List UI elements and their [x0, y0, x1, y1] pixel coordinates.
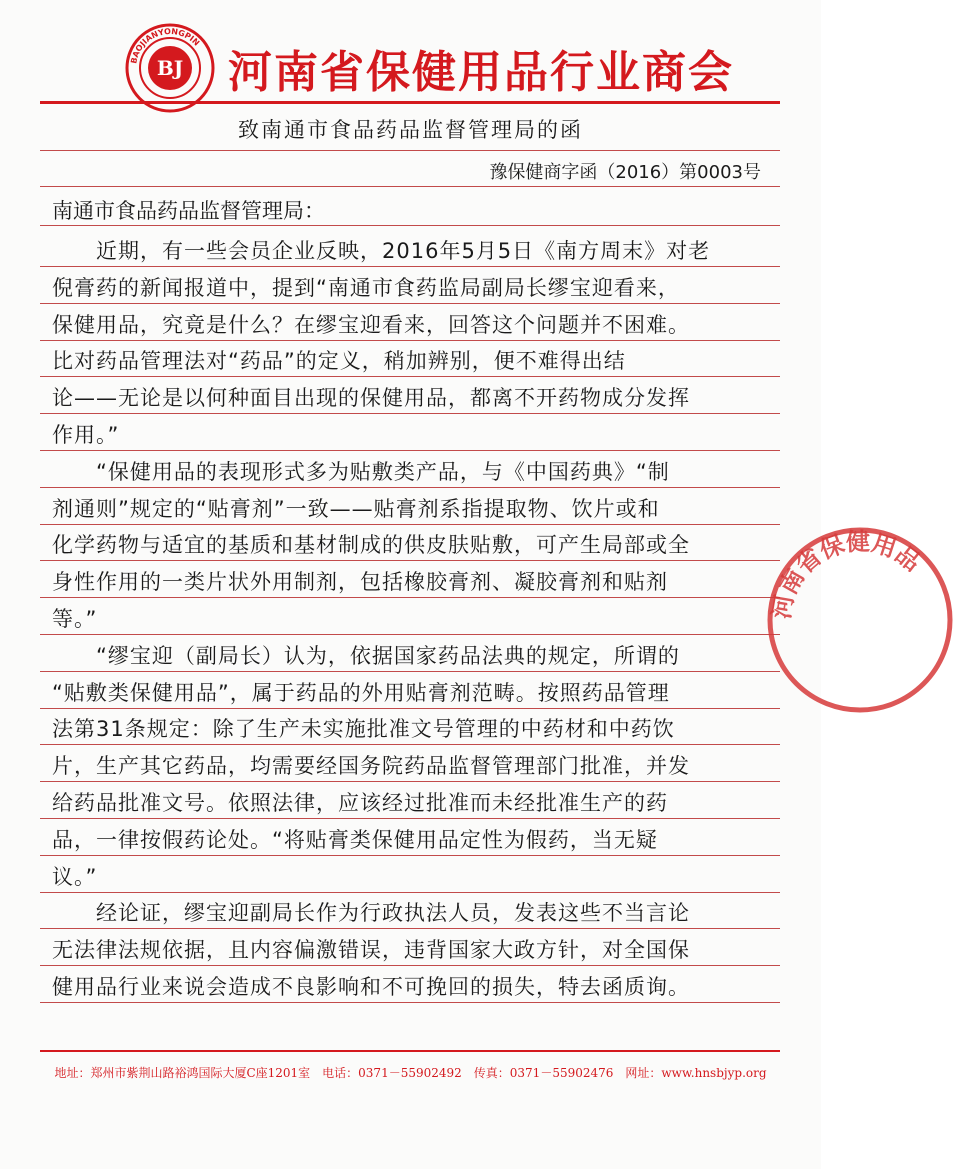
organization-name: 河南省保健用品行业商会 [228, 47, 734, 98]
ruled-line [40, 450, 780, 451]
ruled-line [40, 413, 780, 414]
ruled-line [40, 225, 780, 226]
body-line: 化学药物与适宜的基质和基材制成的供皮肤贴敷，可产生局部或全 [52, 533, 690, 558]
body-line: “贴敷类保健用品”，属于药品的外用贴膏剂范畴。按照药品管理 [52, 680, 670, 705]
ruled-line [40, 303, 780, 304]
body-line: 法第31条规定：除了生产未实施批准文号管理的中药材和中药饮 [52, 717, 675, 742]
body-line: 议。” [52, 864, 98, 889]
ruled-line [40, 928, 780, 929]
ruled-line [40, 1002, 780, 1003]
body-line: 片，生产其它药品，均需要经国务院药品监督管理部门批准，并发 [52, 754, 690, 779]
letterhead-divider [40, 101, 780, 104]
body-line: 倪膏药的新闻报道中，提到“南通市食药监局副局长缪宝迎看来， [52, 275, 680, 300]
ruled-line [40, 965, 780, 966]
body-line: 身性作用的一类片状外用制剂，包括橡胶膏剂、凝胶膏剂和贴剂 [52, 570, 668, 595]
document-number: 豫保健商字函（2016）第0003号 [489, 162, 761, 183]
ruled-line [40, 560, 780, 561]
body-line: 论——无论是以何种面目出现的保健用品，都离不开药物成分发挥 [52, 386, 690, 411]
body-line: 健用品行业来说会造成不良影响和不可挽回的损失，特去函质询。 [52, 975, 690, 999]
ruled-line [40, 266, 780, 267]
body-line: 近期，有一些会员企业反映，2016年5月5日《南方周末》对老 [52, 239, 711, 263]
official-seal-stamp [760, 520, 960, 720]
body-line: 给药品批准文号。依照法律，应该经过批准而未经批准生产的药 [52, 791, 668, 815]
body-line: 剂通则”规定的“贴膏剂”一致——贴膏剂系指提取物、饮片或和 [52, 496, 660, 521]
seal-text: 河南省保健用品 [767, 527, 926, 621]
ruled-line [40, 671, 780, 672]
footer-divider [40, 1050, 780, 1052]
ruled-line [40, 524, 780, 525]
ruled-line [40, 892, 780, 893]
ruled-line [40, 818, 780, 819]
ruled-line [40, 708, 780, 709]
ruled-line [40, 855, 780, 856]
body-line: 品，一律按假药论处。“将贴膏类保健用品定性为假药，当无疑 [52, 827, 658, 852]
body-line: 等。” [52, 607, 98, 631]
ruled-line [40, 634, 780, 635]
footer-contact: 地址：郑州市紫荆山路裕鸿国际大厦C座1201室 电话：0371－55902492 传真：0371－55902476 网址：www.hnsbjyp.org [54, 1066, 767, 1080]
ruled-line [40, 186, 780, 187]
body-line: 保健用品，究竟是什么？在缪宝迎看来，回答这个问题并不困难。 [52, 312, 690, 337]
body-line: 作用。” [52, 423, 120, 447]
document-title: 致南通市食品药品监督管理局的函 [238, 118, 583, 142]
body-line: 经论证，缪宝迎副局长作为行政执法人员，发表这些不当言论 [52, 901, 690, 926]
ruled-line [40, 376, 780, 377]
ruled-line [40, 744, 780, 745]
body-line: 无法律法规依据，且内容偏激错误，违背国家大政方针，对全国保 [52, 938, 690, 963]
ruled-line [40, 487, 780, 488]
ruled-line [40, 597, 780, 598]
ruled-line [40, 781, 780, 782]
ruled-line [40, 340, 780, 341]
logo-monogram: BJ [156, 56, 184, 80]
body-line: “缪宝迎（副局长）认为，依据国家药品法典的规定，所谓的 [52, 643, 680, 668]
logo-ring-text: BAOJIANYONGPIN [129, 26, 202, 65]
body-line: “保健用品的表现形式多为贴敷类产品，与《中国药典》“制 [52, 459, 670, 484]
ruled-line [40, 150, 780, 151]
body-line: 比对药品管理法对“药品”的定义，稍加辨别，便不难得出结 [52, 349, 626, 374]
salutation: 南通市食品药品监督管理局： [52, 199, 325, 223]
